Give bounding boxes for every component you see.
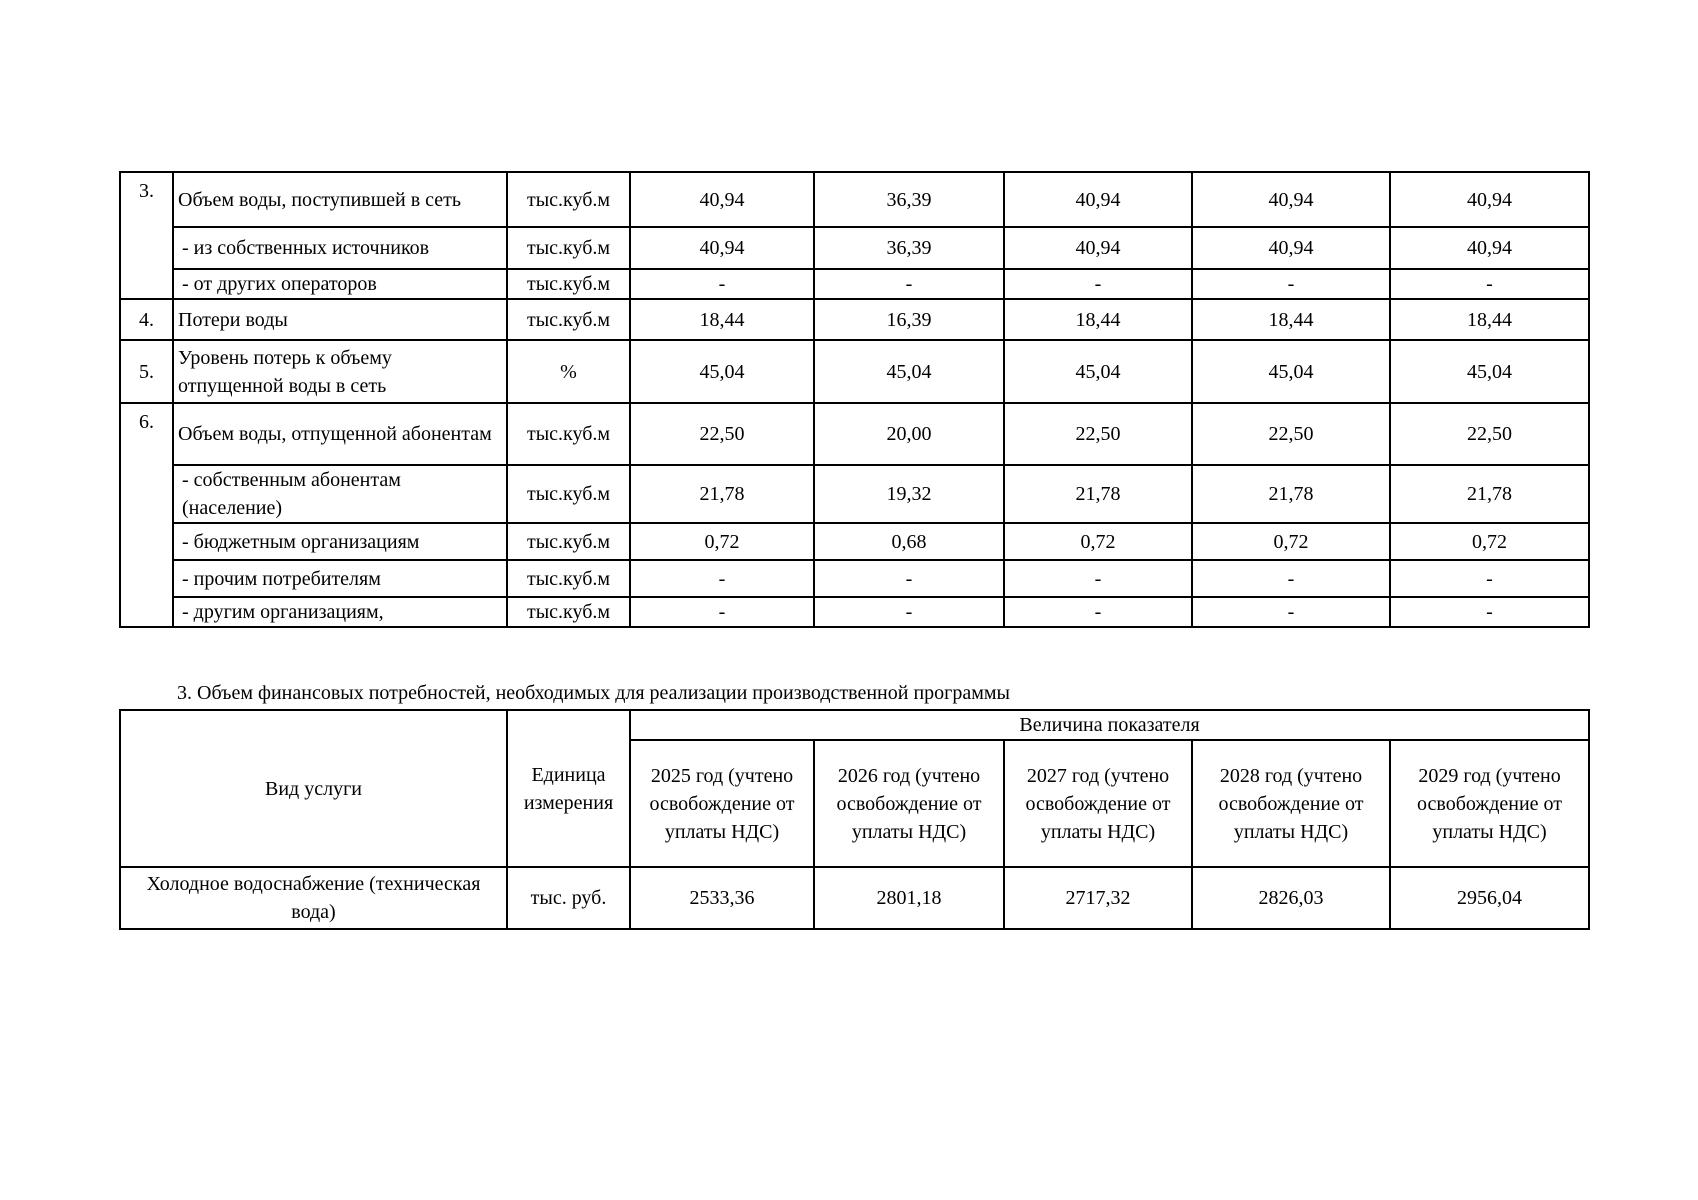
value-cell: 2533,36 bbox=[630, 867, 814, 929]
value-cell: 21,78 bbox=[630, 465, 814, 523]
indicator-name: - прочим потребителям bbox=[173, 560, 507, 597]
value-cell: - bbox=[1192, 560, 1390, 597]
value-cell: 16,39 bbox=[814, 299, 1004, 340]
value-cell: 21,78 bbox=[1004, 465, 1192, 523]
value-cell: - bbox=[1004, 597, 1192, 627]
value-cell: - bbox=[630, 269, 814, 299]
unit-cell: тыс.куб.м bbox=[507, 227, 630, 269]
value-cell: 40,94 bbox=[1390, 172, 1589, 227]
indicator-name: - из собственных источников bbox=[173, 227, 507, 269]
value-cell: 40,94 bbox=[1004, 227, 1192, 269]
indicator-name: Уровень потерь к объему отпущенной воды в сеть bbox=[173, 340, 507, 403]
value-cell: 40,94 bbox=[1192, 227, 1390, 269]
value-cell: 36,39 bbox=[814, 227, 1004, 269]
value-cell: 40,94 bbox=[630, 227, 814, 269]
service-name: Холодное водоснабжение (техническая вода) bbox=[120, 867, 507, 929]
row-number: 4. bbox=[120, 299, 173, 340]
table-row bbox=[120, 269, 1589, 299]
value-cell: 21,78 bbox=[1192, 465, 1390, 523]
unit-cell: тыс.куб.м bbox=[507, 172, 630, 227]
table-row bbox=[120, 227, 1589, 269]
value-cell: - bbox=[814, 560, 1004, 597]
value-cell: 0,68 bbox=[814, 523, 1004, 560]
value-cell: 18,44 bbox=[630, 299, 814, 340]
value-cell: 36,39 bbox=[814, 172, 1004, 227]
value-cell: 45,04 bbox=[1004, 340, 1192, 403]
indicator-name: Объем воды, отпущенной абонентам bbox=[173, 403, 507, 465]
indicator-name: Объем воды, поступившей в сеть bbox=[173, 172, 507, 227]
year-header: 2028 год (учтено освобождение от уплаты НДС) bbox=[1192, 740, 1390, 867]
value-cell: 20,00 bbox=[814, 403, 1004, 465]
value-cell: 40,94 bbox=[630, 172, 814, 227]
table-row bbox=[120, 867, 1589, 929]
value-cell: 19,32 bbox=[814, 465, 1004, 523]
group-header: Величина показателя bbox=[630, 710, 1589, 740]
value-cell: 40,94 bbox=[1004, 172, 1192, 227]
value-cell: 45,04 bbox=[814, 340, 1004, 403]
unit-cell: тыс.куб.м bbox=[507, 523, 630, 560]
indicator-name: Потери воды bbox=[173, 299, 507, 340]
section-caption: 3. Объем финансовых потребностей, необходимых для реализации производственной программы bbox=[177, 682, 1010, 704]
row-number: 3. bbox=[120, 172, 173, 299]
value-cell: 22,50 bbox=[630, 403, 814, 465]
table-row bbox=[120, 299, 1589, 340]
value-cell: 0,72 bbox=[630, 523, 814, 560]
indicator-name: - другим организациям, bbox=[173, 597, 507, 627]
value-cell: - bbox=[630, 560, 814, 597]
value-cell: 22,50 bbox=[1004, 403, 1192, 465]
table-row bbox=[120, 340, 1589, 403]
value-cell: - bbox=[1004, 560, 1192, 597]
unit-cell: тыс.куб.м bbox=[507, 269, 630, 299]
value-cell: 0,72 bbox=[1192, 523, 1390, 560]
unit-cell: % bbox=[507, 340, 630, 403]
service-header: Вид услуги bbox=[120, 710, 507, 867]
value-cell: - bbox=[1390, 597, 1589, 627]
table-row bbox=[120, 523, 1589, 560]
row-number: 5. bbox=[120, 340, 173, 403]
value-cell: 21,78 bbox=[1390, 465, 1589, 523]
row-number: 6. bbox=[120, 403, 173, 627]
value-cell: - bbox=[1390, 269, 1589, 299]
indicator-name: - от других операторов bbox=[173, 269, 507, 299]
unit-cell: тыс. руб. bbox=[507, 867, 630, 929]
water-balance-table bbox=[119, 171, 1590, 628]
unit-cell: тыс.куб.м bbox=[507, 560, 630, 597]
value-cell: 40,94 bbox=[1192, 172, 1390, 227]
table-row bbox=[120, 560, 1589, 597]
indicator-name: - бюджетным организациям bbox=[173, 523, 507, 560]
value-cell: 2717,32 bbox=[1004, 867, 1192, 929]
table-row bbox=[120, 597, 1589, 627]
value-cell: - bbox=[630, 597, 814, 627]
year-header: 2026 год (учтено освобождение от уплаты НДС) bbox=[814, 740, 1004, 867]
value-cell: 2826,03 bbox=[1192, 867, 1390, 929]
value-cell: 2801,18 bbox=[814, 867, 1004, 929]
unit-cell: тыс.куб.м bbox=[507, 465, 630, 523]
value-cell: - bbox=[1390, 560, 1589, 597]
value-cell: 40,94 bbox=[1390, 227, 1589, 269]
financial-needs-table bbox=[119, 709, 1590, 930]
value-cell: 18,44 bbox=[1390, 299, 1589, 340]
unit-cell: тыс.куб.м bbox=[507, 597, 630, 627]
value-cell: 45,04 bbox=[1390, 340, 1589, 403]
value-cell: 2956,04 bbox=[1390, 867, 1589, 929]
table-row bbox=[120, 172, 1589, 227]
value-cell: 18,44 bbox=[1192, 299, 1390, 340]
value-cell: 18,44 bbox=[1004, 299, 1192, 340]
value-cell: 22,50 bbox=[1390, 403, 1589, 465]
year-header: 2027 год (учтено освобождение от уплаты НДС) bbox=[1004, 740, 1192, 867]
year-header: 2029 год (учтено освобождение от уплаты НДС) bbox=[1390, 740, 1589, 867]
value-cell: 0,72 bbox=[1390, 523, 1589, 560]
table-row bbox=[120, 465, 1589, 523]
unit-header: Единица измерения bbox=[507, 710, 630, 867]
value-cell: 22,50 bbox=[1192, 403, 1390, 465]
value-cell: - bbox=[814, 269, 1004, 299]
year-header: 2025 год (учтено освобождение от уплаты НДС) bbox=[630, 740, 814, 867]
indicator-name: - собственным абонентам (население) bbox=[173, 465, 507, 523]
value-cell: - bbox=[1004, 269, 1192, 299]
value-cell: - bbox=[1192, 597, 1390, 627]
table-row bbox=[120, 403, 1589, 465]
value-cell: - bbox=[1192, 269, 1390, 299]
header-row bbox=[120, 710, 1589, 740]
value-cell: 45,04 bbox=[630, 340, 814, 403]
unit-cell: тыс.куб.м bbox=[507, 403, 630, 465]
value-cell: - bbox=[814, 597, 1004, 627]
value-cell: 0,72 bbox=[1004, 523, 1192, 560]
unit-cell: тыс.куб.м bbox=[507, 299, 630, 340]
value-cell: 45,04 bbox=[1192, 340, 1390, 403]
